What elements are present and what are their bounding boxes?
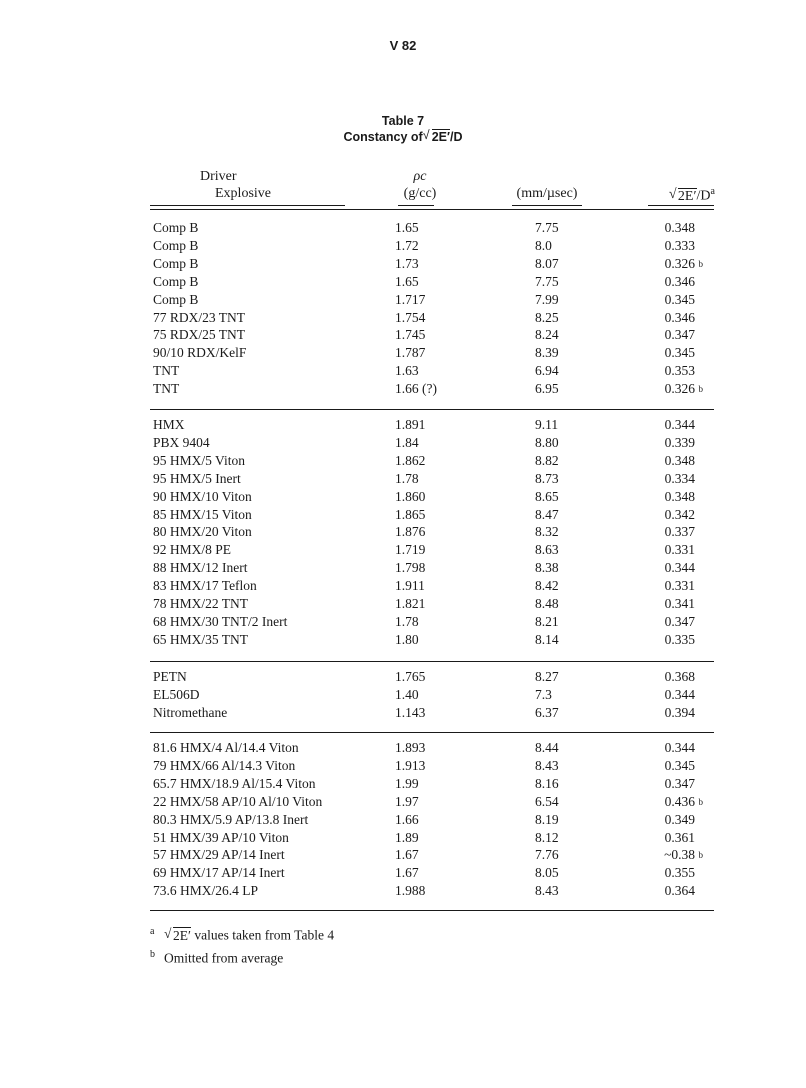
cell-density: 1.67 <box>395 847 419 863</box>
table-rule <box>150 661 714 662</box>
cell-density: 1.40 <box>395 686 419 702</box>
table-row <box>0 488 806 506</box>
cell-ratio-value: 0.345 <box>664 757 695 773</box>
cell-density: 1.99 <box>395 775 419 791</box>
cell-velocity: 8.42 <box>535 578 559 594</box>
cell-ratio-value: 0.346 <box>664 273 695 289</box>
cell-density: 1.78 <box>395 613 419 629</box>
cell-explosive: 80 HMX/20 Viton <box>153 524 252 540</box>
table-row <box>0 864 806 882</box>
cell-ratio <box>620 237 695 255</box>
cell-ratio <box>620 326 695 344</box>
cell-density: 1.913 <box>395 757 426 773</box>
header-density <box>390 168 450 202</box>
cell-density: 1.73 <box>395 255 419 271</box>
cell-explosive: 81.6 HMX/4 Al/14.4 Viton <box>153 740 299 755</box>
cell-explosive: 88 HMX/12 Inert <box>153 560 248 576</box>
cell-density: 1.754 <box>395 309 426 325</box>
cell-ratio-value: 0.331 <box>664 578 695 594</box>
table-row <box>0 541 806 559</box>
cell-explosive: Comp B <box>153 291 199 307</box>
table-row <box>0 829 806 847</box>
table-title: Table 7 <box>381 114 425 128</box>
cell-velocity: 8.44 <box>535 740 559 755</box>
cell-ratio <box>620 380 703 398</box>
cell-velocity: 8.25 <box>535 309 559 325</box>
table-subtitle <box>0 130 806 144</box>
cell-density: 1.988 <box>395 883 426 899</box>
table-rule <box>150 732 714 733</box>
cell-ratio-value: 0.355 <box>664 865 695 881</box>
cell-velocity: 8.39 <box>535 345 559 361</box>
table-row <box>0 613 806 631</box>
header-explosive: Explosive <box>215 186 271 201</box>
cell-explosive: 79 HMX/66 Al/14.3 Viton <box>153 757 296 773</box>
cell-velocity: 8.82 <box>535 452 559 468</box>
cell-ratio <box>620 273 695 291</box>
cell-ratio-value: 0.394 <box>664 704 695 720</box>
table-row <box>0 344 806 362</box>
cell-explosive: TNT <box>153 363 180 379</box>
table-row <box>0 291 806 309</box>
cell-ratio-value: 0.335 <box>664 631 695 647</box>
cell-ratio <box>620 757 695 775</box>
header-underline-driver <box>150 205 345 206</box>
table-row <box>0 416 806 434</box>
cell-ratio-value: 0.331 <box>664 542 695 558</box>
cell-ratio-value: 0.344 <box>664 686 695 702</box>
cell-density: 1.719 <box>395 542 426 558</box>
cell-velocity: 8.19 <box>535 811 559 827</box>
cell-explosive: Comp B <box>153 220 199 235</box>
table-row <box>0 757 806 775</box>
cell-ratio-value: 0.326 <box>664 381 695 397</box>
cell-ratio <box>620 631 695 649</box>
cell-velocity: 8.80 <box>535 434 559 450</box>
table-rule <box>150 409 714 410</box>
table-row <box>0 668 806 686</box>
cell-ratio-note: b <box>698 796 703 807</box>
sqrt-symbol: √ 2E′ <box>164 925 191 943</box>
header-ratio <box>640 183 715 205</box>
header-driver: Driver <box>200 169 237 184</box>
footnotes <box>150 922 334 967</box>
cell-explosive: 85 HMX/15 Viton <box>153 506 252 522</box>
cell-explosive: 90 HMX/10 Viton <box>153 488 252 504</box>
cell-ratio-value: 0.342 <box>664 506 695 522</box>
table-subtitle-prefix: Constancy of <box>343 130 423 144</box>
cell-velocity: 6.54 <box>535 793 559 809</box>
cell-explosive: Nitromethane <box>153 704 228 720</box>
table-subtitle-radicand: 2E′ <box>431 130 450 144</box>
cell-velocity: 8.0 <box>535 237 552 253</box>
cell-ratio-value: ~0.38 <box>664 847 695 863</box>
cell-density: 1.891 <box>395 417 426 432</box>
cell-density: 1.765 <box>395 669 426 684</box>
cell-velocity: 8.47 <box>535 506 559 522</box>
cell-velocity: 8.14 <box>535 631 559 647</box>
table-row <box>0 434 806 452</box>
cell-ratio <box>620 488 695 506</box>
cell-ratio-value: 0.349 <box>664 811 695 827</box>
cell-ratio <box>620 434 695 452</box>
cell-ratio-value: 0.334 <box>664 470 695 486</box>
cell-ratio-value: 0.364 <box>664 883 695 899</box>
table-row <box>0 380 806 398</box>
footnote-a-radicand: 2E′ <box>173 927 191 943</box>
cell-explosive: 73.6 HMX/26.4 LP <box>153 883 259 899</box>
header-detonation-velocity: (mm/µsec) <box>516 186 578 201</box>
cell-explosive: Comp B <box>153 237 199 253</box>
cell-ratio-value: 0.344 <box>664 740 695 755</box>
cell-ratio <box>620 686 695 704</box>
table-row <box>0 704 806 722</box>
cell-ratio <box>620 309 695 327</box>
table-row <box>0 559 806 577</box>
footnote-a-mark: a <box>150 926 155 937</box>
cell-density: 1.80 <box>395 631 419 647</box>
cell-density: 1.876 <box>395 524 426 540</box>
cell-density: 1.78 <box>395 470 419 486</box>
cell-ratio-note: b <box>698 850 703 861</box>
cell-ratio <box>620 595 695 613</box>
cell-ratio <box>620 613 695 631</box>
cell-velocity: 8.32 <box>535 524 559 540</box>
table-rule <box>150 209 714 210</box>
page-number: V 82 <box>389 38 417 53</box>
cell-explosive: 92 HMX/8 PE <box>153 542 232 558</box>
cell-density: 1.787 <box>395 345 426 361</box>
cell-velocity: 8.48 <box>535 596 559 611</box>
cell-density: 1.860 <box>395 488 426 504</box>
cell-explosive: 22 HMX/58 AP/10 Al/10 Viton <box>153 793 323 809</box>
cell-explosive: 75 RDX/25 TNT <box>153 327 246 343</box>
cell-ratio-value: 0.348 <box>664 452 695 468</box>
cell-ratio <box>620 864 695 882</box>
table-row <box>0 326 806 344</box>
table-row <box>0 219 806 237</box>
cell-explosive: 77 RDX/23 TNT <box>153 309 246 325</box>
cell-ratio-value: 0.345 <box>664 291 695 307</box>
footnote-a <box>150 922 334 945</box>
cell-ratio <box>620 882 695 900</box>
cell-density: 1.65 <box>395 273 419 289</box>
cell-velocity: 9.11 <box>535 417 559 432</box>
cell-ratio <box>620 541 695 559</box>
cell-velocity: 8.43 <box>535 757 559 773</box>
cell-explosive: Comp B <box>153 273 199 289</box>
cell-ratio <box>620 739 695 757</box>
cell-ratio <box>620 362 695 380</box>
table-row <box>0 686 806 704</box>
cell-explosive: PBX 9404 <box>153 434 210 450</box>
header-density-symbol: ρc <box>413 169 427 184</box>
header-ratio-suffix: /D <box>696 188 711 204</box>
cell-density: 1.89 <box>395 829 419 845</box>
cell-velocity: 7.75 <box>535 220 559 235</box>
header-ratio-note: a <box>710 186 715 197</box>
table-subtitle-suffix: /D <box>449 130 463 144</box>
table-row <box>0 362 806 380</box>
cell-ratio-value: 0.326 <box>664 255 695 271</box>
table-row <box>0 846 806 864</box>
footnote-b-mark: b <box>150 948 155 960</box>
sqrt-symbol: √ 2E′ <box>668 186 697 204</box>
cell-density: 1.893 <box>395 740 426 755</box>
cell-velocity: 8.73 <box>535 470 559 486</box>
cell-explosive: 69 HMX/17 AP/14 Inert <box>153 865 285 881</box>
cell-ratio <box>620 470 695 488</box>
cell-ratio <box>620 416 695 434</box>
cell-explosive: PETN <box>153 669 187 684</box>
cell-explosive: 51 HMX/39 AP/10 Viton <box>153 829 289 845</box>
cell-explosive: 57 HMX/29 AP/14 Inert <box>153 847 285 863</box>
cell-density: 1.67 <box>395 865 419 881</box>
cell-velocity: 8.65 <box>535 488 559 504</box>
cell-velocity: 6.94 <box>535 363 559 379</box>
cell-density: 1.798 <box>395 560 426 576</box>
cell-ratio-value: 0.347 <box>664 775 695 791</box>
table-row <box>0 775 806 793</box>
cell-velocity: 8.43 <box>535 883 559 899</box>
cell-velocity: 6.37 <box>535 704 559 720</box>
cell-velocity: 8.07 <box>535 255 559 271</box>
cell-velocity: 7.3 <box>535 686 552 702</box>
cell-ratio <box>620 506 695 524</box>
cell-ratio <box>620 577 695 595</box>
footnote-b <box>150 945 334 968</box>
cell-explosive: 78 HMX/22 TNT <box>153 596 249 611</box>
sqrt-symbol: √ 2E′ <box>422 128 450 144</box>
header-ratio-radicand: 2E′ <box>677 188 697 204</box>
cell-ratio <box>620 559 695 577</box>
cell-explosive: 90/10 RDX/KelF <box>153 345 247 361</box>
cell-ratio-value: 0.347 <box>664 613 695 629</box>
cell-explosive: TNT <box>153 381 180 397</box>
cell-density: 1.65 <box>395 220 419 235</box>
cell-ratio-value: 0.348 <box>664 220 695 235</box>
cell-density: 1.66 (?) <box>395 381 437 397</box>
cell-density: 1.63 <box>395 363 419 379</box>
cell-explosive: 65 HMX/35 TNT <box>153 631 249 647</box>
cell-explosive: 95 HMX/5 Inert <box>153 470 241 486</box>
cell-ratio-value: 0.436 <box>664 793 695 809</box>
cell-explosive: HMX <box>153 417 185 432</box>
cell-ratio-value: 0.341 <box>664 596 695 611</box>
cell-ratio-note: b <box>698 258 703 269</box>
cell-ratio <box>620 829 695 847</box>
cell-velocity: 7.99 <box>535 291 559 307</box>
cell-velocity: 8.21 <box>535 613 559 629</box>
header-underline-density <box>398 205 434 206</box>
cell-density: 1.717 <box>395 291 426 307</box>
cell-velocity: 8.12 <box>535 829 559 845</box>
table-row <box>0 631 806 649</box>
cell-explosive: Comp B <box>153 255 199 271</box>
cell-ratio-value: 0.339 <box>664 434 695 450</box>
cell-ratio <box>620 344 695 362</box>
table-row <box>0 577 806 595</box>
header-underline-ratio <box>648 205 714 206</box>
cell-explosive: 68 HMX/30 TNT/2 Inert <box>153 613 288 629</box>
cell-density: 1.97 <box>395 793 419 809</box>
footnote-a-text: values taken from Table 4 <box>194 927 335 943</box>
cell-explosive: 65.7 HMX/18.9 Al/15.4 Viton <box>153 775 316 791</box>
table-row <box>0 811 806 829</box>
cell-ratio <box>620 452 695 470</box>
cell-velocity: 8.24 <box>535 327 559 343</box>
cell-explosive: 83 HMX/17 Teflon <box>153 578 257 594</box>
cell-velocity: 8.05 <box>535 865 559 881</box>
cell-density: 1.143 <box>395 704 426 720</box>
table-row <box>0 273 806 291</box>
table-row <box>0 470 806 488</box>
cell-density: 1.911 <box>395 578 425 594</box>
cell-ratio <box>620 704 695 722</box>
cell-ratio <box>620 219 695 237</box>
cell-ratio <box>620 793 703 811</box>
cell-ratio <box>620 775 695 793</box>
cell-ratio-value: 0.353 <box>664 363 695 379</box>
cell-ratio-value: 0.368 <box>664 669 695 684</box>
cell-velocity: 8.38 <box>535 560 559 576</box>
cell-velocity: 7.76 <box>535 847 559 863</box>
cell-ratio-value: 0.333 <box>664 237 695 253</box>
table-row <box>0 523 806 541</box>
cell-explosive: 95 HMX/5 Viton <box>153 452 245 468</box>
header-underline-velocity <box>512 205 582 206</box>
cell-velocity: 7.75 <box>535 273 559 289</box>
cell-density: 1.745 <box>395 327 426 343</box>
cell-ratio <box>620 291 695 309</box>
cell-ratio-value: 0.346 <box>664 309 695 325</box>
cell-density: 1.865 <box>395 506 426 522</box>
cell-density: 1.72 <box>395 237 419 253</box>
cell-ratio-value: 0.344 <box>664 560 695 576</box>
cell-ratio <box>620 811 695 829</box>
table-row <box>0 237 806 255</box>
cell-explosive: 80.3 HMX/5.9 AP/13.8 Inert <box>153 811 309 827</box>
cell-velocity: 8.16 <box>535 775 559 791</box>
cell-ratio-note: b <box>698 384 703 395</box>
cell-velocity: 6.95 <box>535 381 559 397</box>
cell-density: 1.862 <box>395 452 426 468</box>
cell-ratio-value: 0.348 <box>664 488 695 504</box>
cell-velocity: 8.63 <box>535 542 559 558</box>
table-row <box>0 255 806 273</box>
cell-ratio-value: 0.344 <box>664 417 695 432</box>
cell-ratio <box>620 255 703 273</box>
table-row <box>0 309 806 327</box>
footnote-b-text: Omitted from average <box>164 950 284 965</box>
cell-ratio-value: 0.361 <box>664 829 695 845</box>
cell-density: 1.821 <box>395 596 426 611</box>
table-row <box>0 452 806 470</box>
cell-ratio <box>620 668 695 686</box>
table-rule <box>150 910 714 911</box>
table-row <box>0 595 806 613</box>
cell-density: 1.84 <box>395 434 419 450</box>
cell-ratio-value: 0.347 <box>664 327 695 343</box>
table-row <box>0 882 806 900</box>
table-row <box>0 506 806 524</box>
cell-ratio-value: 0.337 <box>664 524 695 540</box>
header-density-unit: (g/cc) <box>403 186 437 201</box>
cell-velocity: 8.27 <box>535 669 559 684</box>
cell-explosive: EL506D <box>153 686 200 702</box>
table-row <box>0 793 806 811</box>
cell-ratio <box>620 846 703 864</box>
table-row <box>0 739 806 757</box>
cell-ratio-value: 0.345 <box>664 345 695 361</box>
header-driver-explosive <box>150 168 345 202</box>
cell-ratio <box>620 523 695 541</box>
cell-density: 1.66 <box>395 811 419 827</box>
